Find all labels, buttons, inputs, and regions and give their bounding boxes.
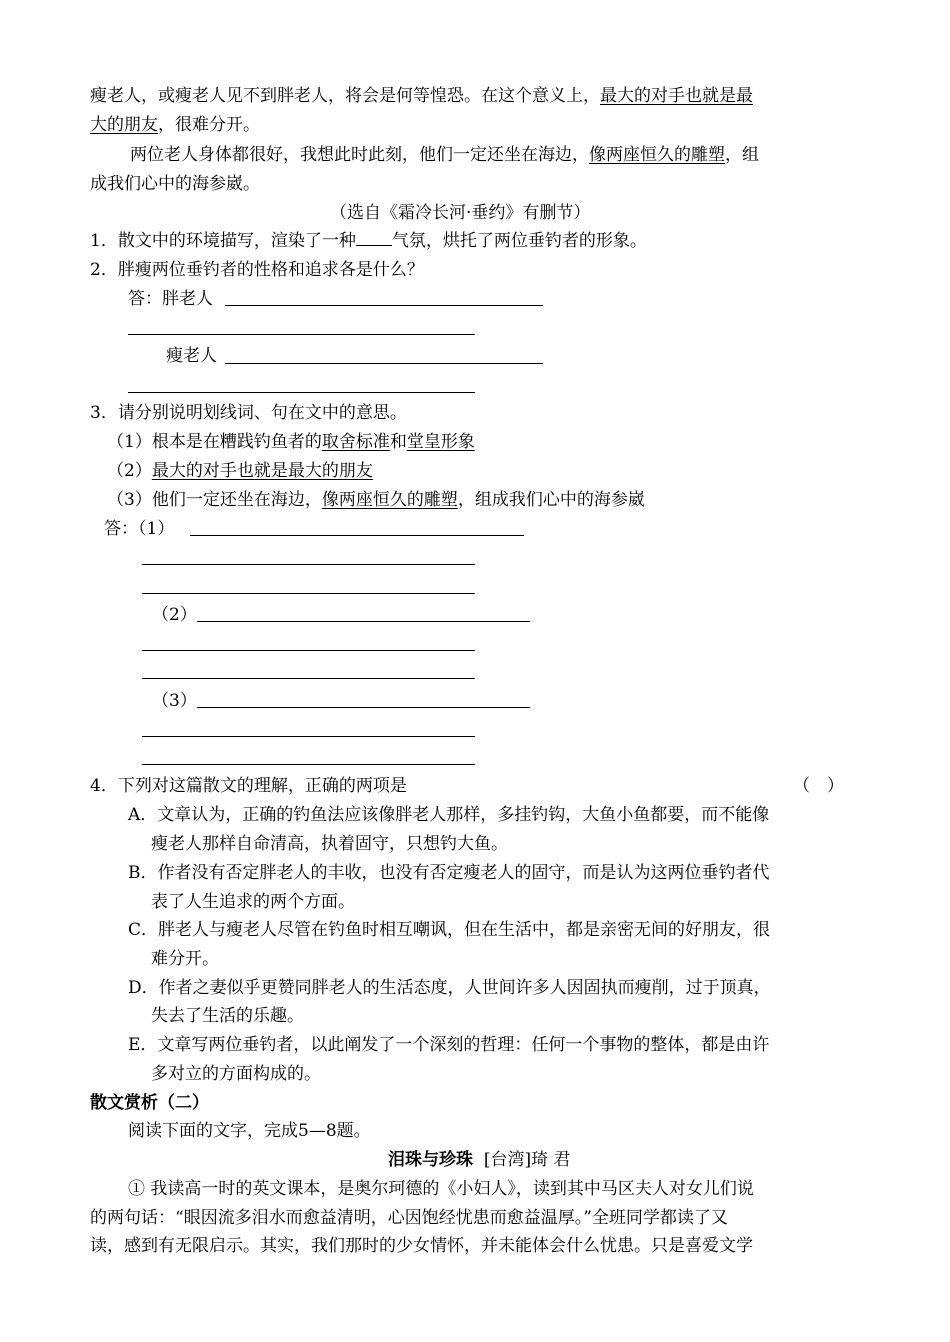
- option-e-line: 多对立的方面构成的。: [151, 1064, 321, 1084]
- passage-line: [130, 143, 759, 167]
- question-3-item-3: [107, 488, 645, 512]
- option-e-line: E．文章写两位垂钓者，以此阐发了一个深刻的哲理：任何一个事物的整体，都是由许: [128, 1035, 770, 1055]
- option-a-line: A．文章认为，正确的钓鱼法应该像胖老人那样，多挂钓钩，大鱼小鱼都要，而不能像: [128, 805, 770, 825]
- underlined-phrase: 最大的对手也就是最: [600, 86, 753, 106]
- option-d-line: 失去了生活的乐趣。: [151, 1006, 304, 1026]
- question-2: 2．胖瘦两位垂钓者的性格和追求各是什么？: [90, 260, 424, 280]
- article-author: [台湾]琦 君: [483, 1150, 571, 1170]
- underlined-phrase: 堂皇形象: [406, 432, 475, 452]
- text-span: （2）: [107, 461, 152, 481]
- underlined-phrase: 像两座恒久的雕塑: [321, 490, 458, 510]
- text-span: ，组成我们心中的海参崴: [457, 490, 645, 510]
- article-paragraph-line: ① 我读高一时的英文课本，是奥尔珂德的《小妇人》，读到其中马区夫人对女儿们说: [128, 1179, 754, 1199]
- question-3-item-2: [107, 459, 373, 483]
- underlined-phrase: 像两座恒久的雕塑: [589, 145, 725, 165]
- option-c-line: C．胖老人与瘦老人尽管在钓鱼时相互嘲讽，但在生活中，都是亲密无间的好朋友，很: [128, 920, 771, 940]
- article-title: 泪珠与珍珠: [388, 1150, 473, 1170]
- text-span: ，组: [725, 145, 759, 165]
- underlined-phrase: 取舍标准: [321, 432, 390, 452]
- text-span: ，很难分开。: [158, 115, 260, 135]
- option-a-line: 瘦老人那样自命清高，执着固守，只想钓大鱼。: [151, 834, 508, 854]
- underlined-phrase: 大的朋友: [90, 115, 158, 135]
- answer-line[interactable]: [197, 621, 530, 622]
- answer-label-fat: 答：胖老人: [128, 289, 213, 309]
- option-c-line: 难分开。: [151, 949, 219, 969]
- answer-line[interactable]: [142, 678, 475, 679]
- answer-line[interactable]: [142, 650, 475, 651]
- option-b-line: 表了人生追求的两个方面。: [151, 892, 355, 912]
- text-span: （3）他们一定还坐在海边，: [107, 490, 322, 510]
- text-span: 1．散文中的环境描写，渲染了一种: [90, 231, 356, 251]
- text-span: 气氛，烘托了两位垂钓者的形象。: [391, 231, 647, 251]
- article-title-line: [388, 1148, 570, 1172]
- question-1: [90, 229, 647, 253]
- passage-line: 成我们心中的海参崴。: [90, 174, 260, 194]
- answer-label-thin: 瘦老人: [166, 346, 217, 366]
- answer-line[interactable]: [225, 363, 543, 364]
- underlined-phrase: 最大的对手也就是最大的朋友: [151, 461, 373, 481]
- section-instruction: 阅读下面的文字，完成5—8题。: [128, 1121, 371, 1141]
- answer-line[interactable]: [128, 334, 475, 335]
- option-b-line: B．作者没有否定胖老人的丰收，也没有否定瘦老人的固守，而是认为这两位垂钓者代: [128, 863, 770, 883]
- answer-label-3-2: （2）: [152, 605, 197, 625]
- answer-line[interactable]: [142, 764, 475, 765]
- text-span: （1）根本是在糟践钓鱼者的: [107, 432, 322, 452]
- option-d-line: D．作者之妻似乎更赞同胖老人的生活态度，人世间许多人因固执而瘦削，过于顶真，: [128, 978, 771, 998]
- answer-line[interactable]: [128, 392, 475, 393]
- answer-line[interactable]: [190, 535, 524, 536]
- question-3-item-1: [107, 430, 475, 454]
- answer-line[interactable]: [225, 305, 543, 306]
- answer-line[interactable]: [142, 736, 475, 737]
- answer-line[interactable]: [142, 593, 475, 594]
- text-span: 两位老人身体都很好，我想此时此刻，他们一定还坐在海边，: [130, 145, 589, 165]
- text-span: 和: [389, 432, 407, 452]
- question-4: 4．下列对这篇散文的理解，正确的两项是: [90, 776, 407, 796]
- article-paragraph-line: 的两句话：“眼因流多泪水而愈益清明，心因饱经忧患而愈益温厚。”全班同学都读了又: [90, 1208, 728, 1228]
- answer-line[interactable]: [197, 707, 530, 708]
- section-heading: 散文赏析（二）: [90, 1093, 209, 1113]
- source-citation: （选自《霜冷长河·垂约》有删节）: [330, 203, 591, 223]
- answer-label-3-3: （3）: [152, 691, 197, 711]
- answer-label-3-1: 答：（1）: [104, 519, 175, 539]
- answer-blank[interactable]: [356, 231, 392, 246]
- text-span: 瘦老人，或瘦老人见不到胖老人，将会是何等惶恐。在这个意义上，: [90, 86, 600, 106]
- answer-parentheses[interactable]: （ ）: [793, 776, 844, 796]
- passage-line: [90, 84, 860, 108]
- question-3: 3．请分别说明划线词、句在文中的意思。: [90, 403, 407, 423]
- answer-line[interactable]: [142, 564, 475, 565]
- passage-line: [90, 113, 260, 137]
- article-paragraph-line: 读，感到有无限启示。其实，我们那时的少女情怀，并未能体会什么忧患。只是喜爱文学: [90, 1236, 753, 1256]
